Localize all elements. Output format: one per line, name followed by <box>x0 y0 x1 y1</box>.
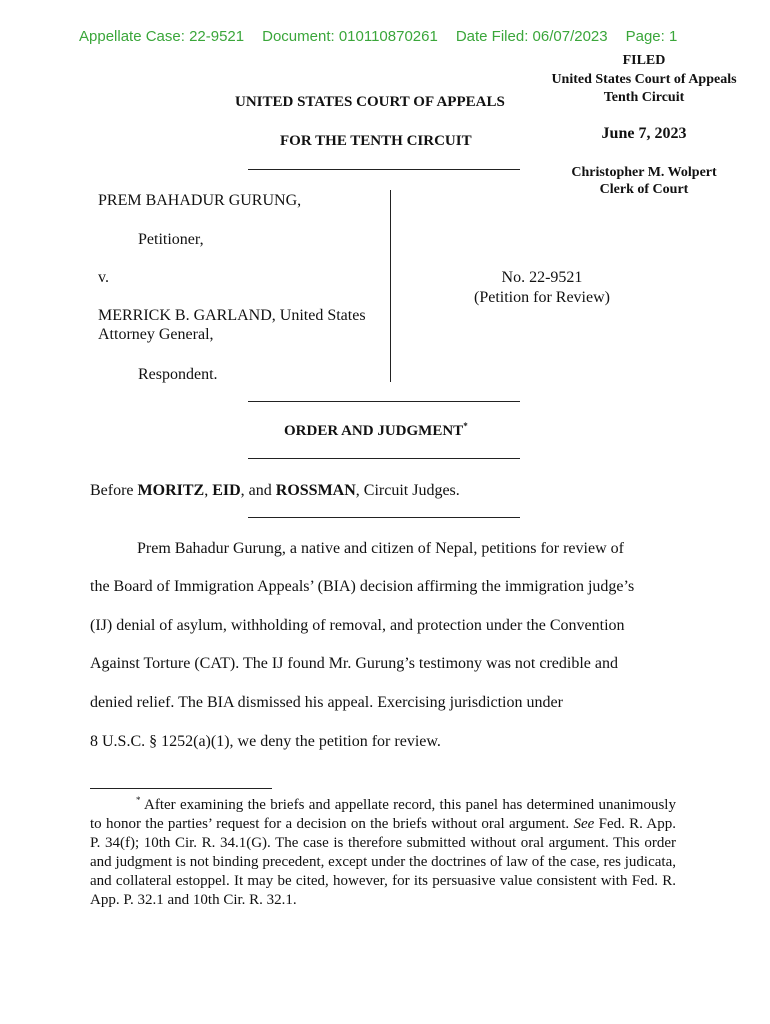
header-case: Appellate Case: 22-9521 <box>79 28 245 45</box>
body-line: the Board of Immigration Appeals’ (BIA) decision affirming the immigration judge’s <box>90 578 635 595</box>
filed-stamp-date: June 7, 2023 <box>601 125 687 142</box>
footnote-text-a: After examining the briefs and appellate record, this panel has determined unanimously to honor the parties’ request for a decision on the briefs without oral argument. <box>90 797 676 832</box>
divider <box>248 169 520 170</box>
clerk-name: Christopher M. Wolpert <box>571 165 717 180</box>
header-page: Page: 1 <box>625 28 678 45</box>
judge-rossman: ROSSMAN <box>275 482 356 499</box>
panel-before: Before <box>90 482 138 499</box>
divider <box>248 517 520 518</box>
caption-divider <box>390 190 391 382</box>
footnote <box>90 796 676 910</box>
clerk-title: Clerk of Court <box>599 182 689 197</box>
body-line: (IJ) denial of asylum, withholding of removal, and protection under the Convention <box>90 617 625 634</box>
court-subtitle: FOR THE TENTH CIRCUIT <box>280 133 472 149</box>
divider <box>248 401 520 402</box>
judge-moritz: MORITZ <box>137 482 205 499</box>
footnote-text-b: Fed. R. App. P. 34(f); 10th Cir. R. 34.1(G). The case is therefore submitted without oral argument. This order and judgment is not binding precedent, except under the doctrines of law of the case, res judicata, and collateral estoppel. It may be cited, however, for its persuasive value consistent with Fed. R. App. P. 32.1 and 10th Cir. R. 32.1. <box>90 816 676 908</box>
panel-line <box>90 482 460 500</box>
case-type: (Petition for Review) <box>474 289 610 306</box>
respondent-name-line2: Attorney General, <box>98 326 214 343</box>
footnote-rule <box>90 788 272 789</box>
panel-suffix: , Circuit Judges. <box>355 482 460 499</box>
divider <box>248 458 520 459</box>
footnote-marker: * <box>136 795 141 805</box>
body-line: Against Torture (CAT). The IJ found Mr. Gurung’s testimony was not credible and <box>90 655 618 672</box>
header-filed-date: Date Filed: 06/07/2023 <box>455 28 608 45</box>
footnote-marker: * <box>463 421 468 431</box>
body-line: denied relief. The BIA dismissed his appeal. Exercising jurisdiction under <box>90 694 563 711</box>
order-title-text: ORDER AND JUDGMENT <box>284 423 464 439</box>
panel-sep: , <box>204 482 213 499</box>
filed-stamp-court: United States Court of Appeals <box>551 72 737 87</box>
body-line: 8 U.S.C. § 1252(a)(1), we deny the petition for review. <box>90 733 441 750</box>
footnote-see: See <box>573 816 595 832</box>
petitioner-role: Petitioner, <box>138 231 204 248</box>
versus: v. <box>98 269 109 286</box>
filed-stamp-circuit: Tenth Circuit <box>603 90 685 105</box>
filed-stamp-label: FILED <box>622 53 666 68</box>
body-line: Prem Bahadur Gurung, a native and citizen of Nepal, petitions for review of <box>137 540 624 557</box>
ecf-header <box>79 28 695 45</box>
order-title <box>284 423 468 440</box>
respondent-name-line1: MERRICK B. GARLAND, United States <box>98 307 366 324</box>
panel-sep: , and <box>240 482 276 499</box>
court-title: UNITED STATES COURT OF APPEALS <box>235 94 505 110</box>
respondent-role: Respondent. <box>138 366 218 383</box>
case-number: No. 22-9521 <box>501 269 583 286</box>
petitioner-name: PREM BAHADUR GURUNG, <box>98 192 302 209</box>
header-document: Document: 010110870261 <box>262 28 438 45</box>
judge-eid: EID <box>212 482 241 499</box>
